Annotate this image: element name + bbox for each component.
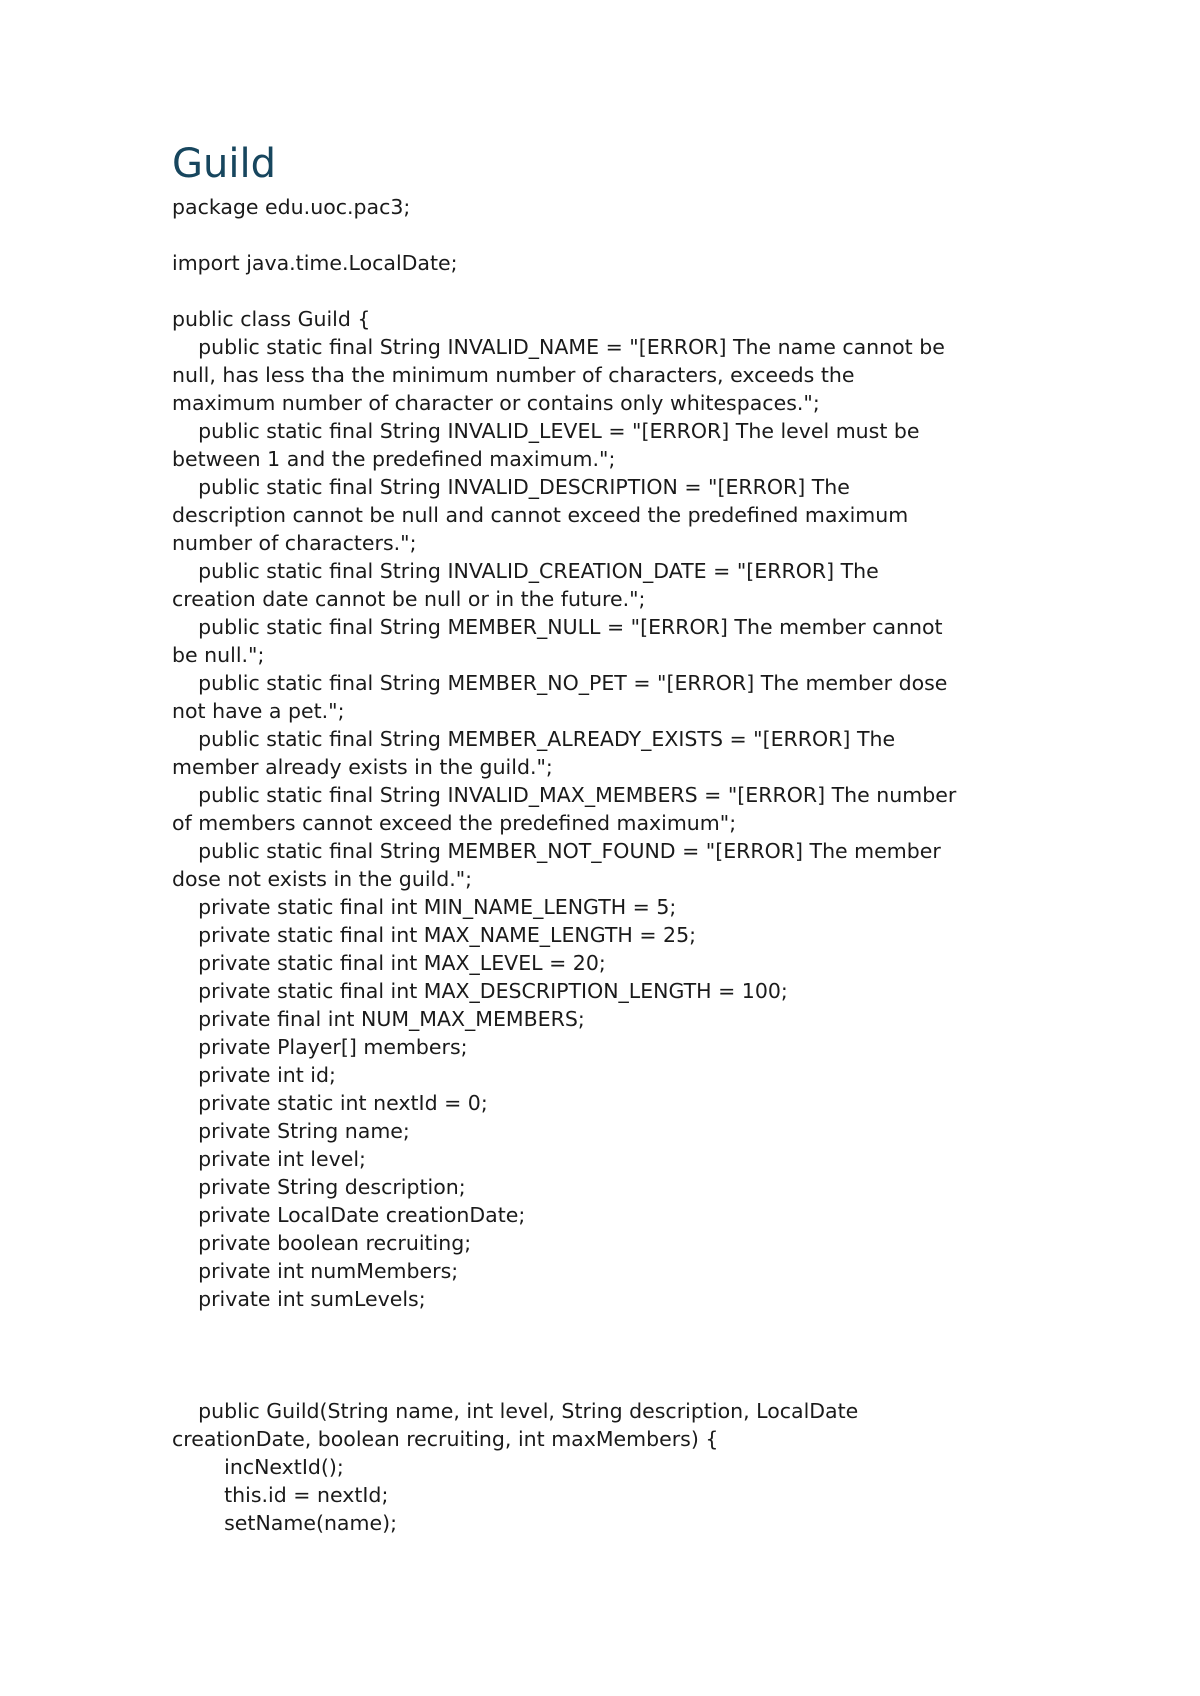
code-line: package edu.uoc.pac3; — [172, 195, 411, 219]
code-line: private int level; — [172, 1147, 366, 1171]
code-line: private Player[] members; — [172, 1035, 468, 1059]
code-line: public static final String INVALID_CREATION_DATE = "[ERROR] The — [172, 559, 879, 583]
code-line: null, has less tha the minimum number of characters, exceeds the — [172, 363, 855, 387]
code-line — [172, 1313, 1052, 1341]
code-line: incNextId(); — [172, 1455, 344, 1479]
code-line: creationDate, boolean recruiting, int maxMembers) { — [172, 1427, 719, 1451]
code-line: not have a pet."; — [172, 699, 345, 723]
code-line: public static final String MEMBER_ALREADY_EXISTS = "[ERROR] The — [172, 727, 896, 751]
code-line: number of characters."; — [172, 531, 417, 555]
code-line: dose not exists in the guild."; — [172, 867, 473, 891]
code-line: this.id = nextId; — [172, 1483, 389, 1507]
code-line: member already exists in the guild."; — [172, 755, 553, 779]
code-line: private int numMembers; — [172, 1259, 459, 1283]
code-line — [172, 277, 1052, 305]
code-line: private int id; — [172, 1063, 336, 1087]
code-line: private final int NUM_MAX_MEMBERS; — [172, 1007, 585, 1031]
code-line: private static final int MIN_NAME_LENGTH = 5; — [172, 895, 677, 919]
code-line: of members cannot exceed the predefined maximum"; — [172, 811, 737, 835]
code-line: description cannot be null and cannot exceed the predefined maximum — [172, 503, 909, 527]
code-line: private String name; — [172, 1119, 410, 1143]
code-line — [172, 221, 1052, 249]
code-line: setName(name); — [172, 1511, 397, 1535]
code-line: import java.time.LocalDate; — [172, 251, 458, 275]
code-line: be null."; — [172, 643, 265, 667]
code-line: private static final int MAX_LEVEL = 20; — [172, 951, 606, 975]
code-line: private int sumLevels; — [172, 1287, 426, 1311]
code-line: public static final String INVALID_LEVEL = "[ERROR] The level must be — [172, 419, 920, 443]
code-line: public class Guild { — [172, 307, 371, 331]
code-line: private static final int MAX_DESCRIPTION_LENGTH = 100; — [172, 979, 788, 1003]
code-line: private String description; — [172, 1175, 466, 1199]
code-line: public static final String MEMBER_NOT_FOUND = "[ERROR] The member — [172, 839, 941, 863]
code-line: private LocalDate creationDate; — [172, 1203, 526, 1227]
code-line: between 1 and the predefined maximum."; — [172, 447, 616, 471]
code-body — [172, 193, 1052, 1537]
code-line: public static final String INVALID_NAME = "[ERROR] The name cannot be — [172, 335, 945, 359]
code-line: private boolean recruiting; — [172, 1231, 472, 1255]
code-line: private static int nextId = 0; — [172, 1091, 488, 1115]
code-line: public static final String MEMBER_NULL = "[ERROR] The member cannot — [172, 615, 943, 639]
document-title: Guild — [172, 141, 276, 187]
code-line — [172, 1369, 1052, 1397]
code-line — [172, 1341, 1052, 1369]
code-line: private static final int MAX_NAME_LENGTH = 25; — [172, 923, 697, 947]
code-line: public static final String INVALID_MAX_MEMBERS = "[ERROR] The number — [172, 783, 957, 807]
code-line: public static final String MEMBER_NO_PET = "[ERROR] The member dose — [172, 671, 948, 695]
code-line: public Guild(String name, int level, String description, LocalDate — [172, 1399, 859, 1423]
code-line: public static final String INVALID_DESCRIPTION = "[ERROR] The — [172, 475, 850, 499]
code-line: maximum number of character or contains only whitespaces."; — [172, 391, 820, 415]
code-line: creation date cannot be null or in the future."; — [172, 587, 646, 611]
